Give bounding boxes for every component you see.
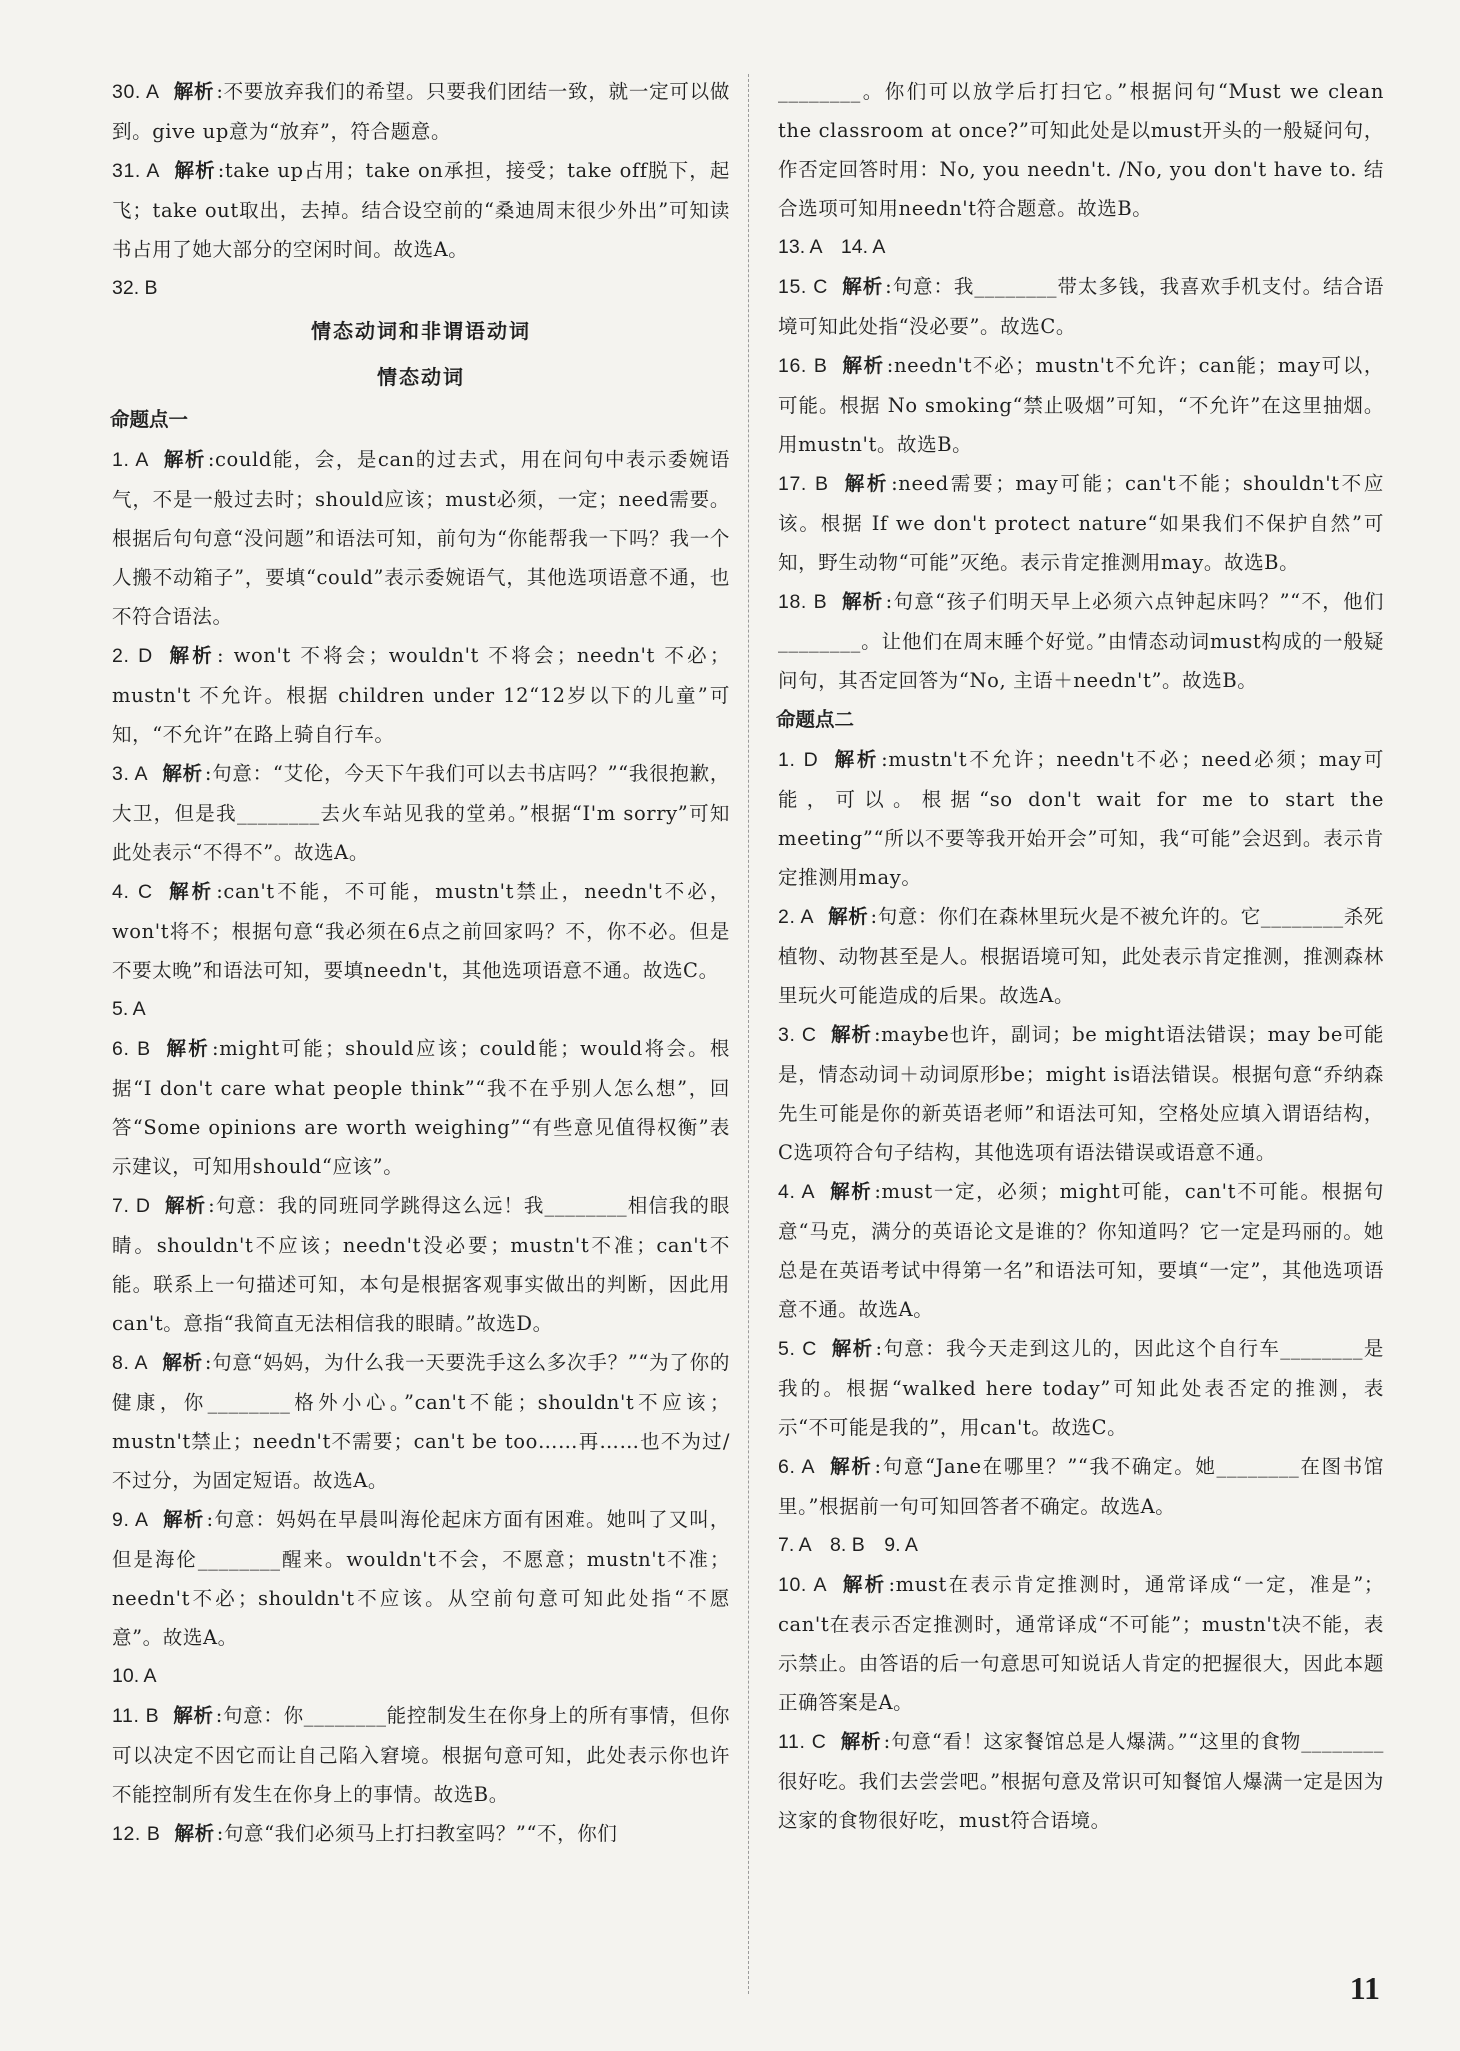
answer-item: 32. B — [112, 277, 158, 299]
answer-item: 18. B 解析 :句意“孩子们明天早上必须六点钟起床吗？”“不，他们________。让他们在周末睡个好觉。”由情态动词must构成的一般疑问句，其否定回答为“No, 主语＋needn't”。故选B。 — [778, 590, 1385, 692]
page-number: 11 — [1349, 1970, 1380, 2006]
answer-item: 16. B 解析 :needn't不必；mustn't不允许；can能；may可以，可能。根据 No smoking“禁止吸烟”可知，“不允许”在这里抽烟。用mustn't。故选B。 — [778, 354, 1384, 456]
answer-item: 10. A — [112, 1665, 157, 1687]
answer-item: 17. B 解析 :need需要；may可能；can't不能；shouldn't不应该。根据 If we don't protect nature“如果我们不保护自然”可知，野生动物“可能”灭绝。表示肯定推测用may。故选B。 — [778, 472, 1384, 574]
section-title: 情态动词和非谓语动词 — [311, 319, 531, 343]
answer-item: 11. B 解析 :句意：你________能控制发生在你身上的所有事情，但你可以决定不因它而让自己陷入窘境。根据句意可知，此处表示你也许不能控制所有发生在你身上的事情。故选B。 — [112, 1704, 730, 1806]
answer-item: 3. A 解析 :句意：“艾伦，今天下午我们可以去书店吗？”“我很抱歉，大卫，但是我________去火车站见我的堂弟。”根据“I'm sorry”可知此处表示“不得不”。故选A。 — [112, 762, 731, 864]
answer-item: 1. A 解析 :could能，会，是can的过去式，用在问句中表示委婉语气，不是一般过去时；should应该；must必须，一定；need需要。根据后句句意“没问题”和语法可知，前句为“你能帮我一下吗？我一个人搬不动箱子”，要填“could”表示委婉语气，其他选项语意不通，也不符合语法。 — [112, 448, 730, 628]
answer-item: 13. A 14. A — [778, 236, 886, 258]
answer-item: 12. B 解析 :句意“我们必须马上打扫教室吗？”“不，你们 — [112, 1822, 618, 1845]
answer-item: 5. C 解析 :句意：我今天走到这儿的，因此这个自行车________是我的。根据“walked here today”可知此处表否定的推测，表示“不可能是我的”，用can't。故选C。 — [778, 1337, 1384, 1439]
answer-item: 30. A 解析 :不要放弃我们的希望。只要我们团结一致，就一定可以做到。give up意为“放弃”，符合题意。 — [112, 80, 730, 143]
answer-item: 2. D 解析 : won't 不将会；wouldn't 不将会；needn't 不必；mustn't 不允许。根据 children under 12“12岁以下的儿童”可知，“不允许”在路上骑自行车。 — [112, 644, 730, 746]
answer-item: 5. A — [112, 998, 146, 1020]
answer-item: 31. A 解析 :take up占用；take on承担，接受；take off脱下，起飞；take out取出，去掉。结合设空前的“桑迪周末很少外出”可知读书占用了她大部分的空闲时间。故选A。 — [112, 159, 730, 261]
answer-item: 7. A 8. B 9. A — [778, 1534, 918, 1556]
answer-item: 4. C 解析 :can't不能，不可能，mustn't禁止，needn't不必，won't将不；根据句意“我必须在6点之前回家吗？不，你不必。但是不要太晚”和语法可知，要填needn't，其他选项语意不通。故选C。 — [112, 880, 730, 982]
right-column — [778, 72, 1384, 1840]
answer-item: 8. A 解析 :句意“妈妈，为什么我一天要洗手这么多次手？”“为了你的健康，你________格外小心。”can't不能；shouldn't不应该；mustn't禁止；needn't不需要；can't be too……再……也不为过/不过分，为固定短语。故选A。 — [112, 1351, 731, 1492]
topic-heading: 命题点一 — [110, 408, 189, 431]
answer-item: 6. A 解析 :句意“Jane在哪里？”“我不确定。她________在图书馆里。”根据前一句可知回答者不确定。故选A。 — [778, 1455, 1385, 1518]
answer-item: 15. C 解析 :句意：我________带太多钱，我喜欢手机支付。结合语境可知此处指“没必要”。故选C。 — [778, 275, 1384, 338]
answer-item: 10. A 解析 :must在表示肯定推测时，通常译成“一定，准是”；can't在表示否定推测时，通常译成“不可能”；mustn't决不能，表示禁止。由答语的后一句意思可知说话人肯定的把握很大，因此本题正确答案是A。 — [778, 1573, 1384, 1714]
answer-item: 7. D 解析 :句意：我的同班同学跳得这么远！我________相信我的眼睛。shouldn't不应该；needn't没必要；mustn't不准；can't不能。联系上一句描述可知，本句是根据客观事实做出的判断，因此用can't。意指“我简直无法相信我的眼睛。”故选D。 — [112, 1194, 730, 1335]
answer-item: 9. A 解析 :句意：妈妈在早晨叫海伦起床方面有困难。她叫了又叫，但是海伦________醒来。wouldn't不会，不愿意；mustn't不准；needn't不必；shouldn't不应该。从空前句意可知此处指“不愿意”。故选A。 — [112, 1508, 731, 1649]
answer-item: 3. C 解析 :maybe也许，副词；be might语法错误；may be可能是，情态动词＋动词原形be；might is语法错误。根据句意“乔纳森先生可能是你的新英语老师”和语法可知，空格处应填入谓语结构，C选项符合句子结构，其他选项有语法错误或语意不通。 — [778, 1023, 1384, 1164]
answer-item: 1. D 解析 :mustn't不允许；needn't不必；need必须；may可能，可以。根据“so don't wait for me to start the meeting”“所以不要等我开始开会”可知，我“可能”会迟到。表示肯定推测用may。 — [778, 748, 1384, 889]
answer-item: 4. A 解析 :must一定，必须；might可能，can't不可能。根据句意“马克，满分的英语论文是谁的？你知道吗？它一定是玛丽的。她总是在英语考试中得第一名”和语法可知，要填“一定”，其他选项语意不通。故选A。 — [778, 1180, 1385, 1321]
answer-item: 6. B 解析 :might可能；should应该；could能；would将会。根据“I don't care what people think”“我不在乎别人怎么想”，回答“Some opinions are worth weighing”“有些意见值得权衡”表示建议，可知用should“应该”。 — [112, 1037, 731, 1178]
answer-continuation: ________。你们可以放学后打扫它。”根据问句“Must we clean the classroom at once?”可知此处是以must开头的一般疑问句，作否定回答时用：No, you needn't. /No, you don't have to. 结合选项可知用needn't符合题意。故选B。 — [778, 80, 1384, 220]
left-column — [112, 72, 730, 1854]
answer-item: 11. C 解析 :句意“看！这家餐馆总是人爆满。”“这里的食物________很好吃。我们去尝尝吧。”根据句意及常识可知餐馆人爆满一定是因为这家的食物很好吃，must符合语境。 — [778, 1730, 1385, 1832]
answer-item: 2. A 解析 :句意：你们在森林里玩火是不被允许的。它________杀死植物、动物甚至是人。根据语境可知，此处表示肯定推测，推测森林里玩火可能造成的后果。故选A。 — [778, 905, 1384, 1007]
column-divider — [748, 74, 749, 1994]
sub-title: 情态动词 — [377, 365, 465, 389]
topic-heading: 命题点二 — [776, 708, 855, 731]
